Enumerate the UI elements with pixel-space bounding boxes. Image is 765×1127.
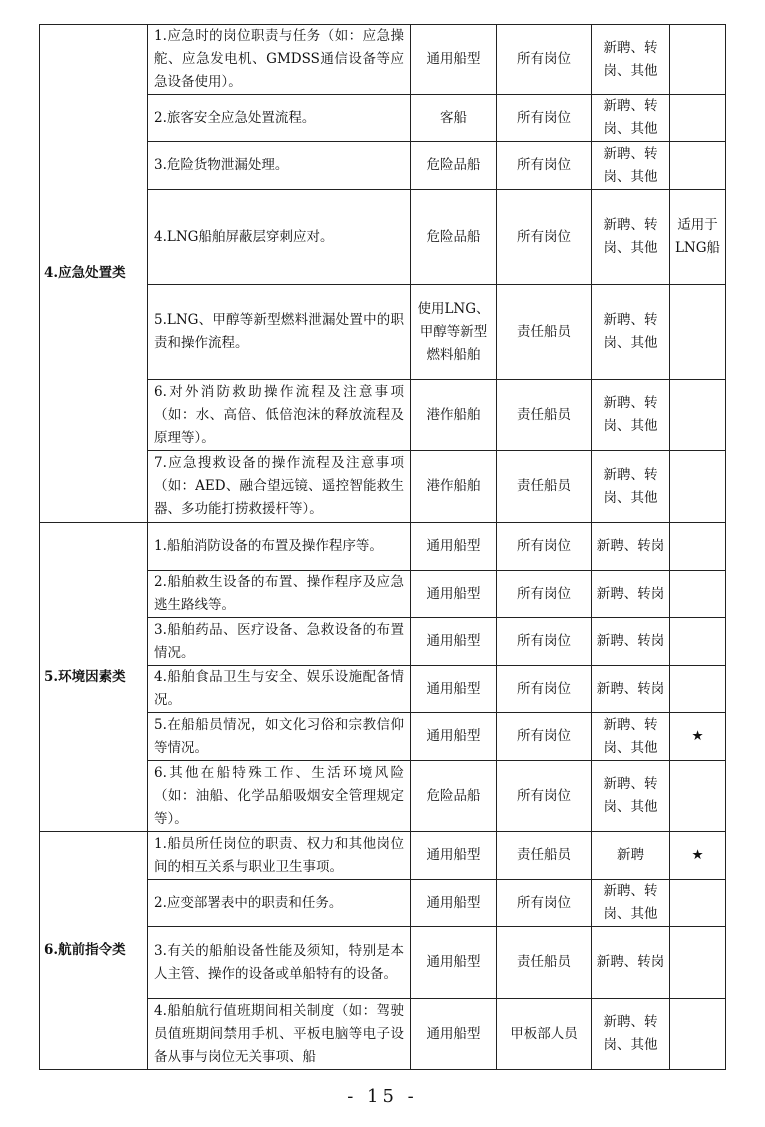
item-cell: 6.对外消防救助操作流程及注意事项（如：水、高倍、低倍泡沫的释放流程及原理等）。 <box>148 380 411 451</box>
ship-type-cell: 客船 <box>411 95 497 142</box>
scope-cell: 新聘 <box>592 832 670 880</box>
position-cell: 责任船员 <box>497 451 592 523</box>
ship-type-cell: 通用船型 <box>411 618 497 666</box>
note-cell <box>670 523 726 571</box>
table-row <box>40 25 726 95</box>
note-cell <box>670 999 726 1070</box>
ship-type-cell: 通用船型 <box>411 666 497 713</box>
position-cell: 所有岗位 <box>497 666 592 713</box>
position-cell: 责任船员 <box>497 380 592 451</box>
note-cell: 适用于LNG船 <box>670 190 726 285</box>
category-cell: 5.环境因素类 <box>40 523 148 832</box>
note-cell <box>670 571 726 618</box>
category-cell: 4.应急处置类 <box>40 25 148 523</box>
item-cell: 4.LNG船舶屏蔽层穿刺应对。 <box>148 190 411 285</box>
ship-type-cell: 通用船型 <box>411 999 497 1070</box>
ship-type-cell: 港作船舶 <box>411 451 497 523</box>
scope-cell: 新聘、转岗 <box>592 571 670 618</box>
note-cell <box>670 761 726 832</box>
ship-type-cell: 通用船型 <box>411 713 497 761</box>
position-cell: 所有岗位 <box>497 761 592 832</box>
scope-cell: 新聘、转岗、其他 <box>592 190 670 285</box>
category-cell: 6.航前指令类 <box>40 832 148 1070</box>
scope-cell: 新聘、转岗 <box>592 523 670 571</box>
scope-cell: 新聘、转岗、其他 <box>592 95 670 142</box>
item-cell: 7.应急搜救设备的操作流程及注意事项（如：AED、融合望远镜、遥控智能救生器、多功能打捞救援杆等）。 <box>148 451 411 523</box>
position-cell: 责任船员 <box>497 927 592 999</box>
item-cell: 3.船舶药品、医疗设备、急救设备的布置情况。 <box>148 618 411 666</box>
note-cell: ★ <box>670 713 726 761</box>
scope-cell: 新聘、转岗、其他 <box>592 761 670 832</box>
ship-type-cell: 危险品船 <box>411 142 497 190</box>
position-cell: 所有岗位 <box>497 571 592 618</box>
table-row <box>40 523 726 571</box>
table-body <box>40 25 726 1070</box>
note-cell <box>670 25 726 95</box>
item-cell: 6.其他在船特殊工作、生活环境风险（如：油船、化学品船吸烟安全管理规定等）。 <box>148 761 411 832</box>
scope-cell: 新聘、转岗 <box>592 666 670 713</box>
position-cell: 所有岗位 <box>497 523 592 571</box>
ship-type-cell: 危险品船 <box>411 761 497 832</box>
table-row <box>40 832 726 880</box>
note-cell <box>670 451 726 523</box>
scope-cell: 新聘、转岗、其他 <box>592 713 670 761</box>
item-cell: 1.船舶消防设备的布置及操作程序等。 <box>148 523 411 571</box>
scope-cell: 新聘、转岗、其他 <box>592 880 670 927</box>
ship-type-cell: 通用船型 <box>411 880 497 927</box>
position-cell: 所有岗位 <box>497 142 592 190</box>
ship-type-cell: 港作船舶 <box>411 380 497 451</box>
item-cell: 2.应变部署表中的职责和任务。 <box>148 880 411 927</box>
ship-type-cell: 通用船型 <box>411 523 497 571</box>
item-cell: 3.危险货物泄漏处理。 <box>148 142 411 190</box>
position-cell: 责任船员 <box>497 285 592 380</box>
ship-type-cell: 通用船型 <box>411 25 497 95</box>
ship-type-cell: 通用船型 <box>411 571 497 618</box>
note-cell <box>670 380 726 451</box>
position-cell: 所有岗位 <box>497 190 592 285</box>
scope-cell: 新聘、转岗 <box>592 927 670 999</box>
position-cell: 所有岗位 <box>497 95 592 142</box>
position-cell: 所有岗位 <box>497 880 592 927</box>
item-cell: 4.船舶航行值班期间相关制度（如：驾驶员值班期间禁用手机、平板电脑等电子设备从事与岗位无关事项、船 <box>148 999 411 1070</box>
note-cell <box>670 95 726 142</box>
item-cell: 1.船员所任岗位的职责、权力和其他岗位间的相互关系与职业卫生事项。 <box>148 832 411 880</box>
scope-cell: 新聘、转岗、其他 <box>592 380 670 451</box>
scope-cell: 新聘、转岗、其他 <box>592 999 670 1070</box>
item-cell: 1.应急时的岗位职责与任务（如：应急操舵、应急发电机、GMDSS通信设备等应急设备使用）。 <box>148 25 411 95</box>
note-cell <box>670 142 726 190</box>
note-cell <box>670 927 726 999</box>
position-cell: 责任船员 <box>497 832 592 880</box>
ship-type-cell: 危险品船 <box>411 190 497 285</box>
scope-cell: 新聘、转岗、其他 <box>592 285 670 380</box>
item-cell: 2.旅客安全应急处置流程。 <box>148 95 411 142</box>
ship-type-cell: 通用船型 <box>411 927 497 999</box>
page-number: - 15 - <box>347 1086 418 1107</box>
scope-cell: 新聘、转岗 <box>592 618 670 666</box>
position-cell: 甲板部人员 <box>497 999 592 1070</box>
item-cell: 3.有关的船舶设备性能及须知，特别是本人主管、操作的设备或单船特有的设备。 <box>148 927 411 999</box>
item-cell: 5.LNG、甲醇等新型燃料泄漏处置中的职责和操作流程。 <box>148 285 411 380</box>
note-cell <box>670 666 726 713</box>
scope-cell: 新聘、转岗、其他 <box>592 25 670 95</box>
scope-cell: 新聘、转岗、其他 <box>592 142 670 190</box>
item-cell: 2.船舶救生设备的布置、操作程序及应急逃生路线等。 <box>148 571 411 618</box>
requirements-table <box>39 24 726 1070</box>
position-cell: 所有岗位 <box>497 618 592 666</box>
note-cell <box>670 618 726 666</box>
note-cell <box>670 880 726 927</box>
ship-type-cell: 使用LNG、甲醇等新型燃料船舶 <box>411 285 497 380</box>
item-cell: 5.在船船员情况，如文化习俗和宗教信仰等情况。 <box>148 713 411 761</box>
ship-type-cell: 通用船型 <box>411 832 497 880</box>
note-cell: ★ <box>670 832 726 880</box>
scope-cell: 新聘、转岗、其他 <box>592 451 670 523</box>
note-cell <box>670 285 726 380</box>
position-cell: 所有岗位 <box>497 713 592 761</box>
item-cell: 4.船舶食品卫生与安全、娱乐设施配备情况。 <box>148 666 411 713</box>
position-cell: 所有岗位 <box>497 25 592 95</box>
